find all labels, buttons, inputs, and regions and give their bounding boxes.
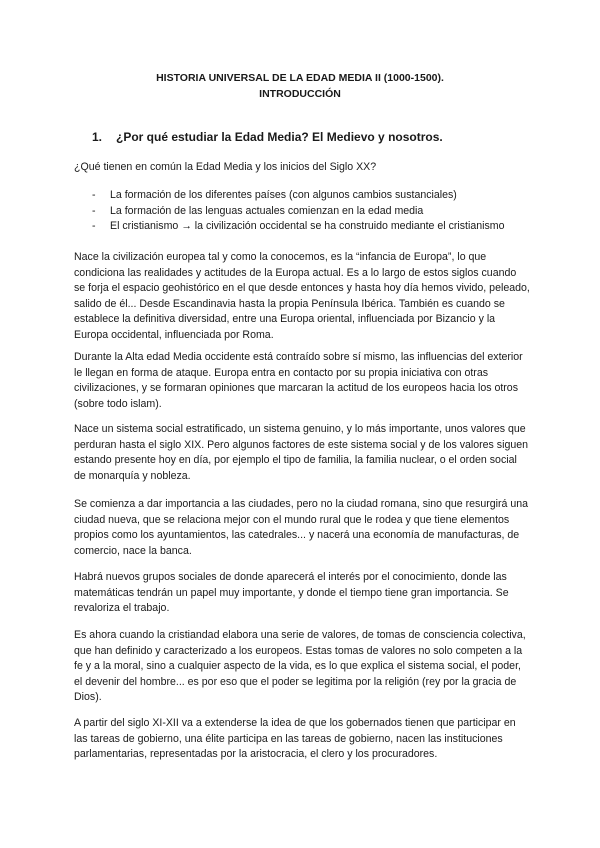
title-line-2: INTRODUCCIÓN	[259, 88, 341, 100]
bullet-text: La formación de las lenguas actuales comienzan en la edad media	[110, 204, 424, 217]
paragraph: Es ahora cuando la cristiandad elabora una serie de valores, de tomas de consciencia colectiva, que han definido y caracterizado a los europeos. Estas tomas de valores no solo competen a la fe y a la moral, sino a cualquier aspecto de la vida, es lo que explica el sistema social, el poder, el devenir del hombre... es por eso que el poder se legitima por la religión (rey por la gracia de Dios).	[74, 629, 526, 704]
bullet-dash: -	[92, 220, 96, 233]
section-number: 1.	[92, 130, 103, 144]
paragraph: A partir del siglo XI-XII va a extenderse la idea de que los gobernados tienen que participar en las tareas de gobierno, una élite participa en las tareas de gobierno, nacen las instituciones parlamentarias, representadas por la aristocracia, el clero y los procuradores.	[74, 717, 516, 761]
bullet-list	[92, 188, 542, 235]
paragraph: Nace la civilización europea tal y como la conocemos, es la “infancia de Europa”, lo que condiciona las realidades y actitudes de la Europa actual. Es a lo largo de estos siglos cuando se forja el espacio geohistórico en el que desde entonces y hasta hoy día hemos vivido, peleado, salido de él... Desde Escandinavia hasta la propia Península Ibérica. También es cuando se establece la definitiva diversidad, entre una Europa oriental, influenciada por Bizancio y la Europa occidental, influenciada por Roma.	[74, 251, 530, 341]
bullet-item	[92, 204, 542, 220]
bullet-dash: -	[92, 189, 96, 201]
document-title	[0, 70, 600, 102]
section-heading-text: ¿Por qué estudiar la Edad Media? El Medievo y nosotros.	[116, 130, 443, 144]
paragraph: Durante la Alta edad Media occidente está contraído sobre sí mismo, las influencias del exterior le llegan en forma de ataque. Europa entra en contacto por su propia iniciativa con otras civilizaciones, y se formaran opiniones que marcaran la actitud de los europeos hacia los otros (sobre todo islam).	[74, 351, 523, 410]
paragraph: Nace un sistema social estratificado, un sistema genuino, y lo más importante, unos valores que perduran hasta el siglo XIX. Pero algunos factores de este sistema social y de los valores siguen estando presente hoy en día, por ejemplo el tipo de familia, la familia nuclear, o el orden social de monarquía y nobleza.	[74, 423, 529, 482]
bullet-dash: -	[92, 204, 96, 217]
paragraph: Habrá nuevos grupos sociales de donde aparecerá el interés por el conocimiento, donde las matemáticas tendrán un papel muy importante, y donde el tiempo tiene gran importancia. Se revaloriza el trabajo.	[74, 571, 509, 615]
bullet-item	[92, 219, 542, 235]
intro-question: ¿Qué tienen en común la Edad Media y los inicios del Siglo XX?	[74, 161, 377, 173]
bullet-text: El cristianismo → la civilización occidental se ha construido mediante el cristianismo	[110, 220, 505, 233]
paragraph: Se comienza a dar importancia a las ciudades, pero no la ciudad romana, sino que resurgirá una ciudad nueva, que se relaciona mejor con el mundo rural que le rodea y que tiene elementos propios como los ayuntamientos, las catedrales... y nacerá una economía de manufacturas, de comercio, nace la banca.	[74, 498, 529, 557]
bullet-item	[92, 188, 542, 204]
section-heading	[92, 129, 443, 145]
title-line-1: HISTORIA UNIVERSAL DE LA EDAD MEDIA II (1000-1500).	[156, 72, 444, 84]
bullet-text: La formación de los diferentes países (con algunos cambios sustanciales)	[110, 189, 457, 201]
